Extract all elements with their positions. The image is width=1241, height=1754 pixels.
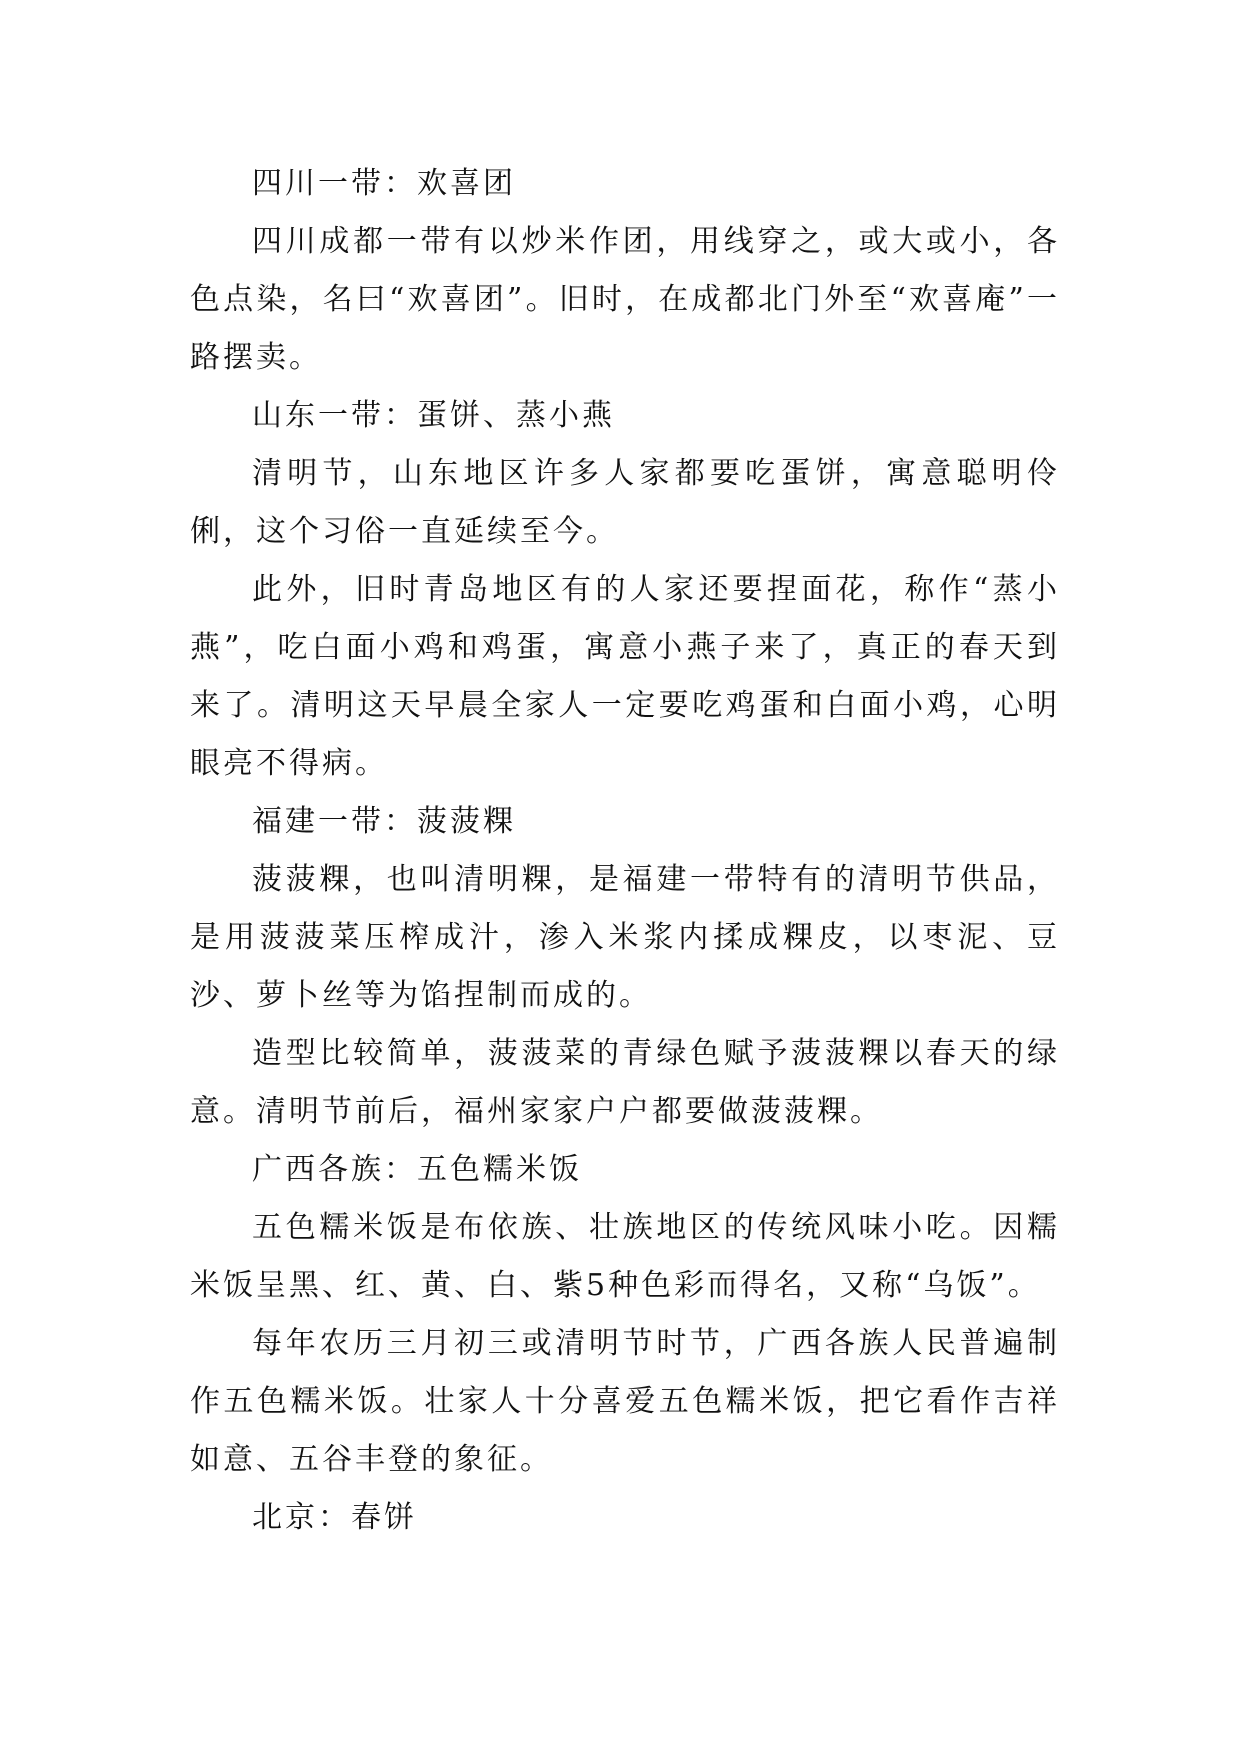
document-body	[190, 155, 1060, 1547]
paragraph-fujian-boboguo-shape: 造型比较简单，菠菠菜的青绿色赋予菠菠粿以春天的绿意。清明节前后，福州家家户户都要做菠菠粿。	[190, 1036, 1060, 1129]
paragraph-guangxi-wuse-rice: 五色糯米饭是布依族、壮族地区的传统风味小吃。因糯米饭呈黑、红、黄、白、紫5种色彩而得名，又称“乌饭”。	[190, 1210, 1060, 1303]
paragraph-sichuan-huanxituan: 四川成都一带有以炒米作团，用线穿之，或大或小，各色点染，名曰“欢喜团”。旧时，在成都北门外至“欢喜庵”一路摆卖。	[190, 224, 1060, 375]
paragraph-fujian-boboguo: 菠菠粿，也叫清明粿，是福建一带特有的清明节供品，是用菠菠菜压榨成汁，渗入米浆内揉成粿皮，以枣泥、豆沙、萝卜丝等为馅捏制而成的。	[190, 862, 1060, 1013]
paragraph-qingdao-zhengxiaoyan: 此外，旧时青岛地区有的人家还要捏面花，称作“蒸小燕”，吃白面小鸡和鸡蛋，寓意小燕子来了，真正的春天到来了。清明这天早晨全家人一定要吃鸡蛋和白面小鸡，心明眼亮不得病。	[190, 572, 1060, 781]
paragraph-guangxi-sanyuesan: 每年农历三月初三或清明节时节，广西各族人民普遍制作五色糯米饭。壮家人十分喜爱五色糯米饭，把它看作吉祥如意、五谷丰登的象征。	[190, 1326, 1060, 1477]
section-heading-fujian: 福建一带：菠菠粿	[252, 804, 516, 839]
section-heading-shandong: 山东一带：蛋饼、蒸小燕	[252, 398, 615, 433]
section-heading-beijing: 北京：春饼	[252, 1500, 417, 1535]
paragraph-shandong-danbing: 清明节，山东地区许多人家都要吃蛋饼，寓意聪明伶俐，这个习俗一直延续至今。	[190, 456, 1060, 549]
section-heading-sichuan: 四川一带：欢喜团	[252, 166, 516, 201]
section-heading-guangxi: 广西各族：五色糯米饭	[252, 1152, 582, 1187]
